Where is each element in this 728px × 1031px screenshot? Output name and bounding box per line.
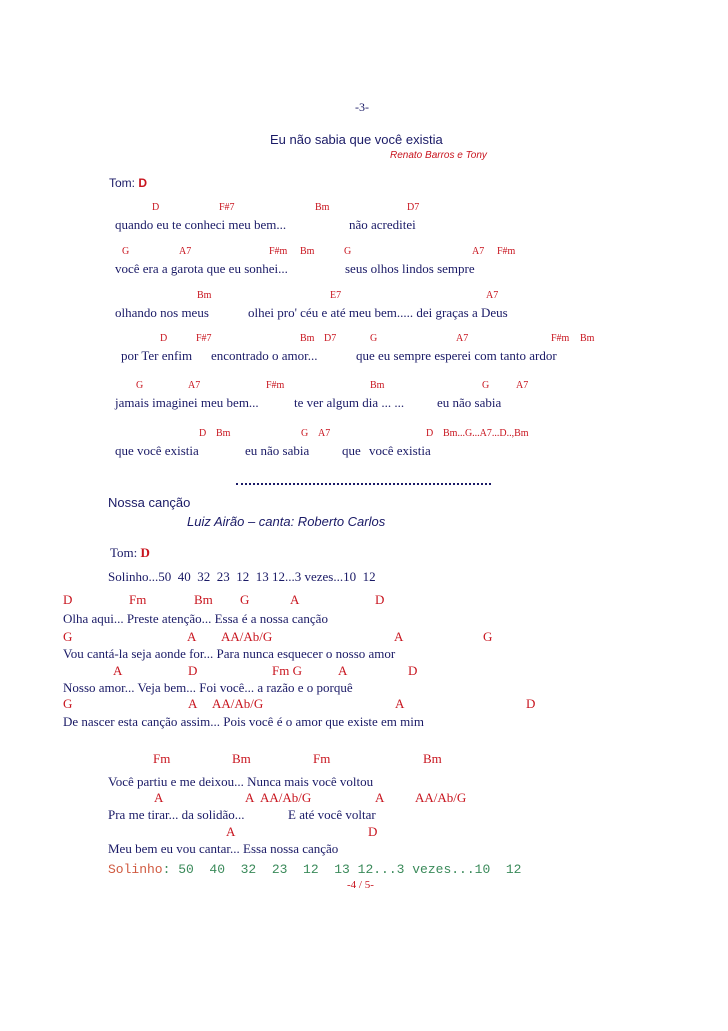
chord: D	[63, 592, 73, 607]
chord: G	[122, 246, 130, 257]
chord: A	[245, 790, 255, 805]
chord: A7	[318, 428, 331, 439]
chord: D	[375, 592, 385, 607]
chord: A	[187, 629, 197, 644]
chord: A7	[456, 333, 469, 344]
page-number-top: -3-	[355, 100, 369, 114]
chord: G	[136, 380, 144, 391]
chord: AA/Ab/G	[415, 790, 467, 805]
lyric-line: De nascer esta canção assim... Pois você é o amor que existe em mim	[63, 714, 424, 729]
chord: D	[408, 663, 418, 678]
lyric-line: E até você voltar	[288, 807, 376, 822]
tom-value: D	[138, 176, 148, 190]
chord: Fm	[313, 751, 331, 766]
lyric-line: que	[342, 443, 361, 458]
lyric-line: olhei pro' céu e até meu bem..... dei graças a Deus	[248, 305, 508, 320]
lyric-line: Meu bem eu vou cantar... Essa nossa canção	[108, 841, 339, 856]
chord: A7	[188, 380, 201, 391]
lyric-line: por Ter enfim	[121, 348, 193, 363]
chord: Bm	[300, 246, 315, 257]
chord: G	[240, 592, 250, 607]
chord: Bm...G...A7...D..,Bm	[443, 428, 529, 439]
chord: Fm G	[272, 663, 302, 678]
chord: Bm	[580, 333, 595, 344]
chord: Bm	[216, 428, 231, 439]
chord: A	[113, 663, 123, 678]
lyric-line: te ver algum dia ... ...	[294, 395, 405, 410]
solinho-intro: Solinho...50 40 32 23 12 13 12...3 vezes...10 12	[108, 569, 376, 584]
chord: D	[188, 663, 198, 678]
chord: A	[154, 790, 164, 805]
song-title: Eu não sabia que você existia	[270, 132, 443, 147]
chord: Fm	[153, 751, 171, 766]
solinho-label: Solinho	[108, 862, 163, 877]
chord: D	[368, 824, 378, 839]
chord: Bm	[300, 333, 315, 344]
song-author: Luiz Airão – canta: Roberto Carlos	[187, 514, 386, 529]
chord: D	[199, 428, 207, 439]
lyric-line: jamais imaginei meu bem...	[115, 395, 259, 410]
chord: Bm	[197, 290, 212, 301]
song-author: Renato Barros e Tony	[390, 150, 487, 161]
chord: F#7	[196, 333, 212, 344]
lyric-line: você existia	[369, 443, 431, 458]
solinho-tab-values: : 50 40 32 23 12 13 12...3 vezes...10 12	[162, 862, 522, 877]
dotted-divider	[236, 483, 491, 485]
lyric-line: Vou cantá-la seja aonde for... Para nunca esquecer o nosso amor	[63, 646, 396, 661]
chord: A7	[179, 246, 192, 257]
chord: A	[394, 629, 404, 644]
chord: A	[226, 824, 236, 839]
lyric-line: Nosso amor... Veja bem... Foi você... a razão e o porquê	[63, 680, 353, 695]
chord: G	[63, 629, 73, 644]
chord: A7	[486, 290, 499, 301]
chord: AA/Ab/G	[221, 629, 273, 644]
chord: Bm	[194, 592, 213, 607]
chord: F#m	[266, 380, 285, 391]
tom-label: Tom: D	[109, 176, 148, 190]
lyric-line: eu não sabia	[245, 443, 310, 458]
chord: A	[188, 696, 198, 711]
chord: D7	[407, 202, 420, 213]
lyric-line: Você partiu e me deixou... Nunca mais você voltou	[108, 774, 374, 789]
solinho-tab	[108, 863, 521, 876]
chord: A7	[516, 380, 529, 391]
lyric-line: olhando nos meus	[115, 305, 209, 320]
lyric-line: eu não sabia	[437, 395, 502, 410]
lyric-line: seus olhos lindos sempre	[345, 261, 475, 276]
chord: F#m	[551, 333, 570, 344]
chord: A	[290, 592, 300, 607]
chord: A	[338, 663, 348, 678]
chord: G	[344, 246, 352, 257]
chord: D	[426, 428, 434, 439]
chord: G	[63, 696, 73, 711]
lyric-line: Pra me tirar... da solidão...	[108, 807, 245, 822]
chord: A7	[472, 246, 485, 257]
chord: AA/Ab/G	[212, 696, 264, 711]
chord: Fm	[129, 592, 147, 607]
page-number-bottom: -4 / 5-	[347, 879, 374, 891]
song-title: Nossa canção	[108, 495, 191, 510]
chord: Bm	[232, 751, 251, 766]
chord: G	[301, 428, 309, 439]
lyric-line: encontrado o amor...	[211, 348, 318, 363]
chord: G	[370, 333, 378, 344]
chord: D	[152, 202, 160, 213]
lyric-line: Olha aqui... Preste atenção... Essa é a nossa canção	[63, 611, 328, 626]
tom-label: Tom: D	[110, 545, 150, 560]
lyric-line: não acreditei	[349, 217, 416, 232]
chord: AA/Ab/G	[260, 790, 312, 805]
chord: D	[160, 333, 168, 344]
chord: A	[375, 790, 385, 805]
tom-value: D	[140, 545, 150, 560]
chord: D7	[324, 333, 337, 344]
chord: G	[483, 629, 493, 644]
chord: Bm	[423, 751, 442, 766]
chord: Bm	[315, 202, 330, 213]
lyric-line: quando eu te conheci meu bem...	[115, 217, 287, 232]
lyric-line: que eu sempre esperei com tanto ardor	[356, 348, 557, 363]
chord: F#7	[219, 202, 235, 213]
chord: A	[395, 696, 405, 711]
lyric-line: que você existia	[115, 443, 199, 458]
chord: D	[526, 696, 536, 711]
chord: F#m	[269, 246, 288, 257]
chord: F#m	[497, 246, 516, 257]
lyric-line: você era a garota que eu sonhei...	[115, 261, 288, 276]
chord: Bm	[370, 380, 385, 391]
chord: E7	[330, 290, 342, 301]
chord: G	[482, 380, 490, 391]
